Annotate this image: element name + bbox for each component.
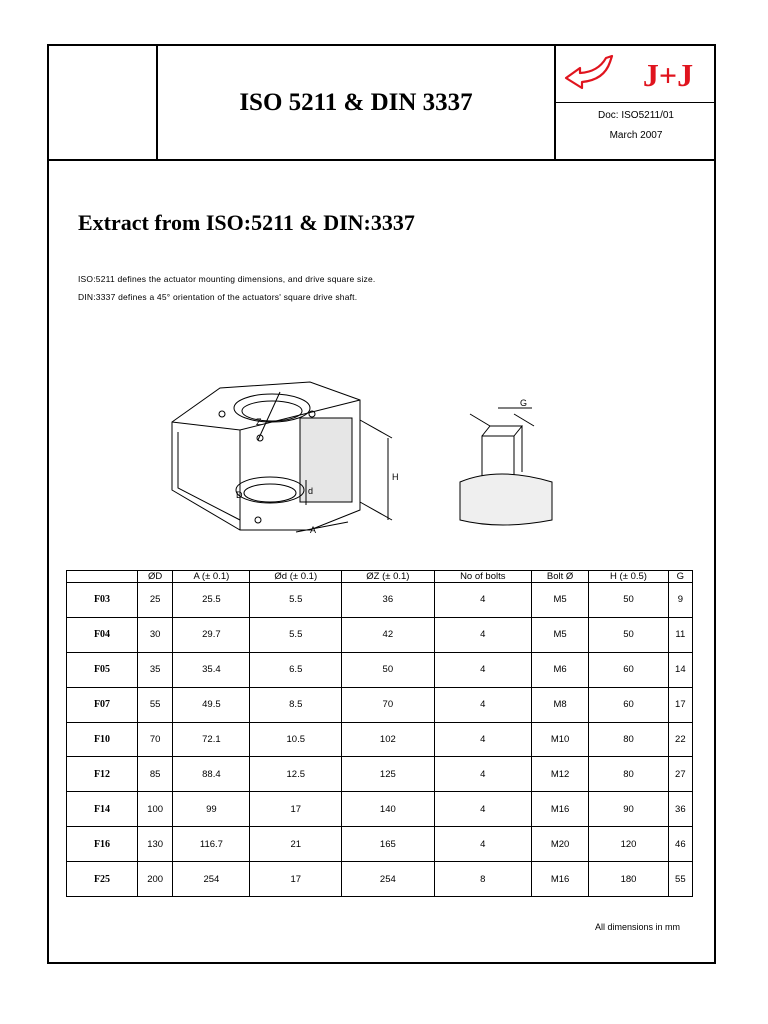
table-cell: 85	[138, 757, 173, 792]
table-cell: 6.5	[250, 652, 342, 687]
table-row	[67, 722, 693, 757]
table-cell: M6	[531, 652, 588, 687]
label-d-big: D	[236, 490, 243, 500]
table-cell: 35.4	[173, 652, 250, 687]
table-cell: M10	[531, 722, 588, 757]
label-h: H	[392, 472, 399, 482]
table-cell: 5.5	[250, 583, 342, 618]
table-row	[67, 862, 693, 897]
table-cell: 11	[668, 617, 692, 652]
table-cell: 17	[668, 687, 692, 722]
table-cell: 46	[668, 827, 692, 862]
table-cell: 50	[589, 617, 668, 652]
table-cell: 4	[434, 722, 531, 757]
table-cell: 80	[589, 757, 668, 792]
table-cell: 21	[250, 827, 342, 862]
flange-code-cell: F12	[67, 757, 138, 792]
header-blank-cell	[49, 46, 158, 159]
header-cell	[67, 571, 138, 583]
header-cell: Ød (± 0.1)	[250, 571, 342, 583]
table-cell: 88.4	[173, 757, 250, 792]
table-cell: 10.5	[250, 722, 342, 757]
label-g: G	[520, 398, 528, 408]
doc-number: Doc: ISO5211/01	[598, 110, 674, 121]
table-cell: M8	[531, 687, 588, 722]
table-row	[67, 827, 693, 862]
table-cell: 4	[434, 687, 531, 722]
table-cell: M12	[531, 757, 588, 792]
header-title: ISO 5211 & DIN 3337	[239, 88, 473, 116]
table-cell: 8.5	[250, 687, 342, 722]
table-cell: 102	[342, 722, 435, 757]
table-cell: 72.1	[173, 722, 250, 757]
table-row	[67, 757, 693, 792]
table-cell: 254	[173, 862, 250, 897]
dimensions-note: All dimensions in mm	[594, 922, 680, 932]
header-row	[49, 46, 714, 161]
header-cell: ØZ (± 0.1)	[342, 571, 435, 583]
table-cell: 200	[138, 862, 173, 897]
table-header-row	[67, 571, 693, 583]
header-info-cell	[554, 46, 716, 159]
table-cell: 70	[342, 687, 435, 722]
table-cell: M5	[531, 617, 588, 652]
flange-code-cell: F16	[67, 827, 138, 862]
table-cell: 42	[342, 617, 435, 652]
header-cell: ØD	[138, 571, 173, 583]
table-cell: 4	[434, 652, 531, 687]
label-a: A	[310, 525, 317, 535]
table-cell: 165	[342, 827, 435, 862]
table-cell: 5.5	[250, 617, 342, 652]
table-cell: 140	[342, 792, 435, 827]
table-cell: 27	[668, 757, 692, 792]
table-cell: 50	[589, 583, 668, 618]
table-cell: 25.5	[173, 583, 250, 618]
table-cell: 60	[589, 652, 668, 687]
table-cell: 14	[668, 652, 692, 687]
table-cell: 17	[250, 862, 342, 897]
table-cell: 4	[434, 757, 531, 792]
table-row	[67, 583, 693, 618]
table-row	[67, 652, 693, 687]
technical-drawing	[160, 370, 560, 560]
table-cell: 120	[589, 827, 668, 862]
table-cell: 4	[434, 827, 531, 862]
table-cell: 55	[138, 687, 173, 722]
doc-date: March 2007	[609, 130, 663, 141]
table-cell: 17	[250, 792, 342, 827]
table-cell: 36	[342, 583, 435, 618]
dimensions-table	[66, 570, 693, 897]
table-row	[67, 792, 693, 827]
header-cell: No of bolts	[434, 571, 531, 583]
table-cell: 30	[138, 617, 173, 652]
table-cell: 49.5	[173, 687, 250, 722]
doc-info	[556, 106, 716, 146]
flange-code-cell: F04	[67, 617, 138, 652]
flange-code-cell: F03	[67, 583, 138, 618]
table-cell: 116.7	[173, 827, 250, 862]
table-cell: 99	[173, 792, 250, 827]
table-cell: 25	[138, 583, 173, 618]
table-cell: M20	[531, 827, 588, 862]
table-cell: 254	[342, 862, 435, 897]
table-cell: 70	[138, 722, 173, 757]
table-cell: 4	[434, 792, 531, 827]
label-z: Z	[256, 417, 262, 427]
table-cell: 35	[138, 652, 173, 687]
table-cell: 29.7	[173, 617, 250, 652]
table-cell: M16	[531, 792, 588, 827]
table-cell: 80	[589, 722, 668, 757]
description-din: DIN:3337 defines a 45° orientation of the actuators' square drive shaft.	[78, 292, 358, 302]
table-cell: 60	[589, 687, 668, 722]
table-cell: M5	[531, 583, 588, 618]
flange-code-cell: F25	[67, 862, 138, 897]
header-cell: Bolt Ø	[531, 571, 588, 583]
table-body	[67, 583, 693, 897]
table-cell: 8	[434, 862, 531, 897]
header-cell: G	[668, 571, 692, 583]
company-logo	[556, 46, 716, 103]
table-cell: 4	[434, 617, 531, 652]
table-cell: 55	[668, 862, 692, 897]
flange-code-cell: F07	[67, 687, 138, 722]
table-cell: 9	[668, 583, 692, 618]
flange-code-cell: F05	[67, 652, 138, 687]
flange-code-cell: F14	[67, 792, 138, 827]
page-title: Extract from ISO:5211 & DIN:3337	[78, 210, 415, 235]
table-cell: 36	[668, 792, 692, 827]
table-cell: M16	[531, 862, 588, 897]
logo-text: J+J	[642, 57, 694, 93]
table-cell: 125	[342, 757, 435, 792]
arrow-logo-icon	[556, 46, 716, 102]
table-cell: 50	[342, 652, 435, 687]
label-d-small: d	[308, 486, 314, 496]
table-cell: 12.5	[250, 757, 342, 792]
table-cell: 4	[434, 583, 531, 618]
flange-code-cell: F10	[67, 722, 138, 757]
table-cell: 130	[138, 827, 173, 862]
description-iso: ISO:5211 defines the actuator mounting dimensions, and drive square size.	[78, 274, 376, 284]
header-cell: H (± 0.5)	[589, 571, 668, 583]
table-cell: 22	[668, 722, 692, 757]
header-cell: A (± 0.1)	[173, 571, 250, 583]
table-cell: 90	[589, 792, 668, 827]
table-cell: 100	[138, 792, 173, 827]
table-row	[67, 617, 693, 652]
table-cell: 180	[589, 862, 668, 897]
table-row	[67, 687, 693, 722]
